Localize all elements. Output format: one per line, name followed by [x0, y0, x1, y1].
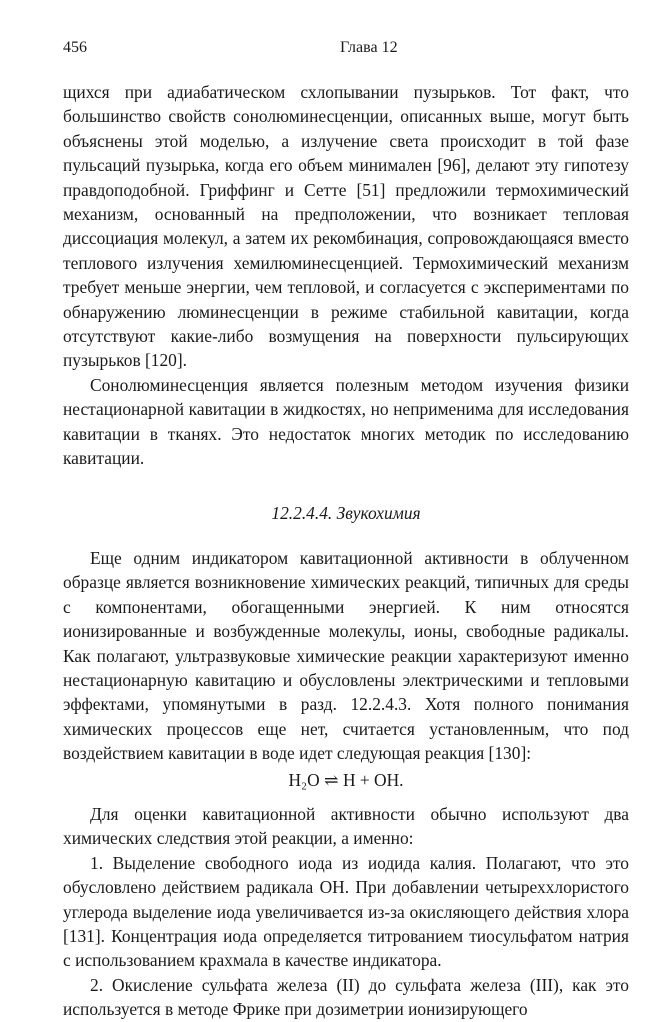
chapter-label: Глава 12: [340, 39, 398, 56]
running-head: [63, 39, 634, 59]
paragraph-sonoluminescence-method: Сонолюминесценция является полезным методом изучения физики нестационарной кавитации в жидкостях, но неприменима для исследования кавитации в тканях. Это недостаток многих методик по исследованию кавитации.: [63, 374, 629, 469]
list-item-iron-sulfate: 2. Окисление сульфата железа (II) до сульфата железа (III), как это используется в методе Фрике при дозиметрии ионизирующего: [63, 974, 629, 1020]
list-item-iodine: 1. Выделение свободного иода из иодида калия. Полагают, что это обусловлено действием радикала OH. При добавлении четыреххлористого углерода выделение иода увеличивается из-за окисляющего действия хлора [131]. Концентрация иода определяется титрованием тиосульфатом натрия с использованием крахмала в качестве индикатора.: [63, 852, 629, 971]
paragraph-sonochemistry-intro: Еще одним индикатором кавитационной активности в облученном образце является возникновение химических реакций, типичных для среды с компонентами, обогащенными энергией. К ним относятся ионизированные и возбужденные молекулы, ионы, свободные радикалы. Как полагают, ультразвуковые химические реакции характеризуют именно нестационарную кавитацию и обусловлены электрическими и тепловыми эффектами, упомянутыми в разд. 12.2.4.3. Хотя полного понимания химических процессов еще нет, считается установленным, что под воздействием кавитации в воде идет следующая реакция [130]:: [63, 547, 629, 764]
section-heading: 12.2.4.4. Звукохимия: [271, 502, 421, 523]
paragraph-chemical-consequences: Для оценки кавитационной активности обычно используют два химических следствия этой реакции, а именно:: [63, 803, 629, 849]
page-number: 456: [63, 39, 87, 56]
body-text: [63, 80, 629, 1022]
paragraph-continuation: щихся при адиабатическом схлопывании пузырьков. Тот факт, что большинство свойств сонолюминесценции, описанных выше, могут быть объяснены этой моделью, а излучение света происходит в той фазе пульсаций пузырька, когда его объем минимален [96], делают эту гипотезу правдоподобной. Гриффинг и Сетте [51] предложили термохимический механизм, основанный на предположении, что возникает тепловая диссоциация молекул, а затем их рекомбинация, сопровождающаяся вместо теплового излучения хемилюминесценцией. Термохимический механизм требует меньше энергии, чем тепловой, и согласуется с экспериментами по обнаружению люминесценции в режиме стабильной кавитации, когда отсутствуют какие-либо возмущения на поверхности пульсирующих пузырьков [120].: [63, 82, 629, 371]
reaction-equation: H₂O ⇌ H + OH.: [288, 769, 404, 790]
